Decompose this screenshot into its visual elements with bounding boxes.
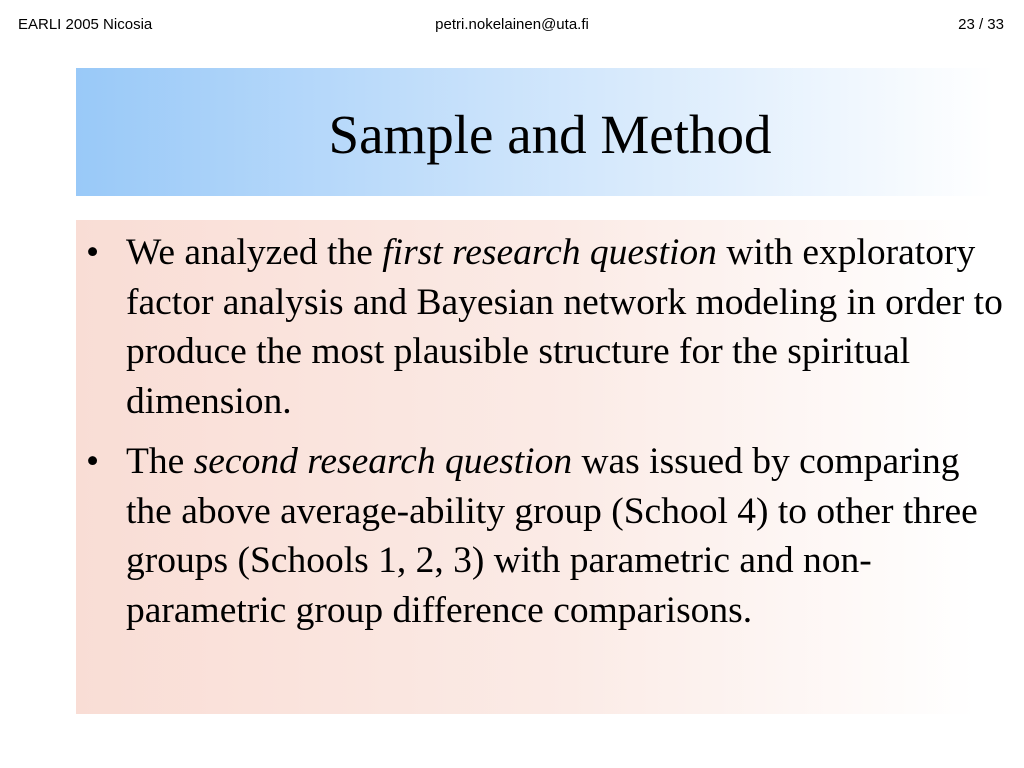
bullet-marker: •	[86, 441, 100, 482]
bullet-text: We analyzed the	[126, 232, 383, 273]
bullet-emphasis: first research question	[382, 232, 717, 273]
slide-title: Sample and Method	[328, 104, 772, 165]
bullet-text: The	[126, 441, 194, 482]
slide-header	[0, 0, 1024, 44]
bullet-item	[86, 228, 1006, 426]
bullet-text: with exploratory factor analysis and Bayesian network modeling in order to produce the most plausible structure for the spiritual dimension.	[126, 232, 1003, 422]
bullet-text: was issued by comparing the above average-ability group (School 4) to other three groups (Schools 1, 2, 3) with parametric and non-parametric group difference comparisons.	[126, 441, 978, 631]
author-email: petri.nokelainen@uta.fi	[435, 16, 589, 33]
bullet-emphasis: second research question	[193, 441, 573, 482]
conference-label: EARLI 2005 Nicosia	[18, 16, 153, 33]
page-number: 23 / 33	[958, 16, 1004, 33]
bullet-list	[86, 228, 1006, 646]
bullet-marker: •	[86, 232, 100, 273]
bullet-item	[86, 437, 1006, 635]
